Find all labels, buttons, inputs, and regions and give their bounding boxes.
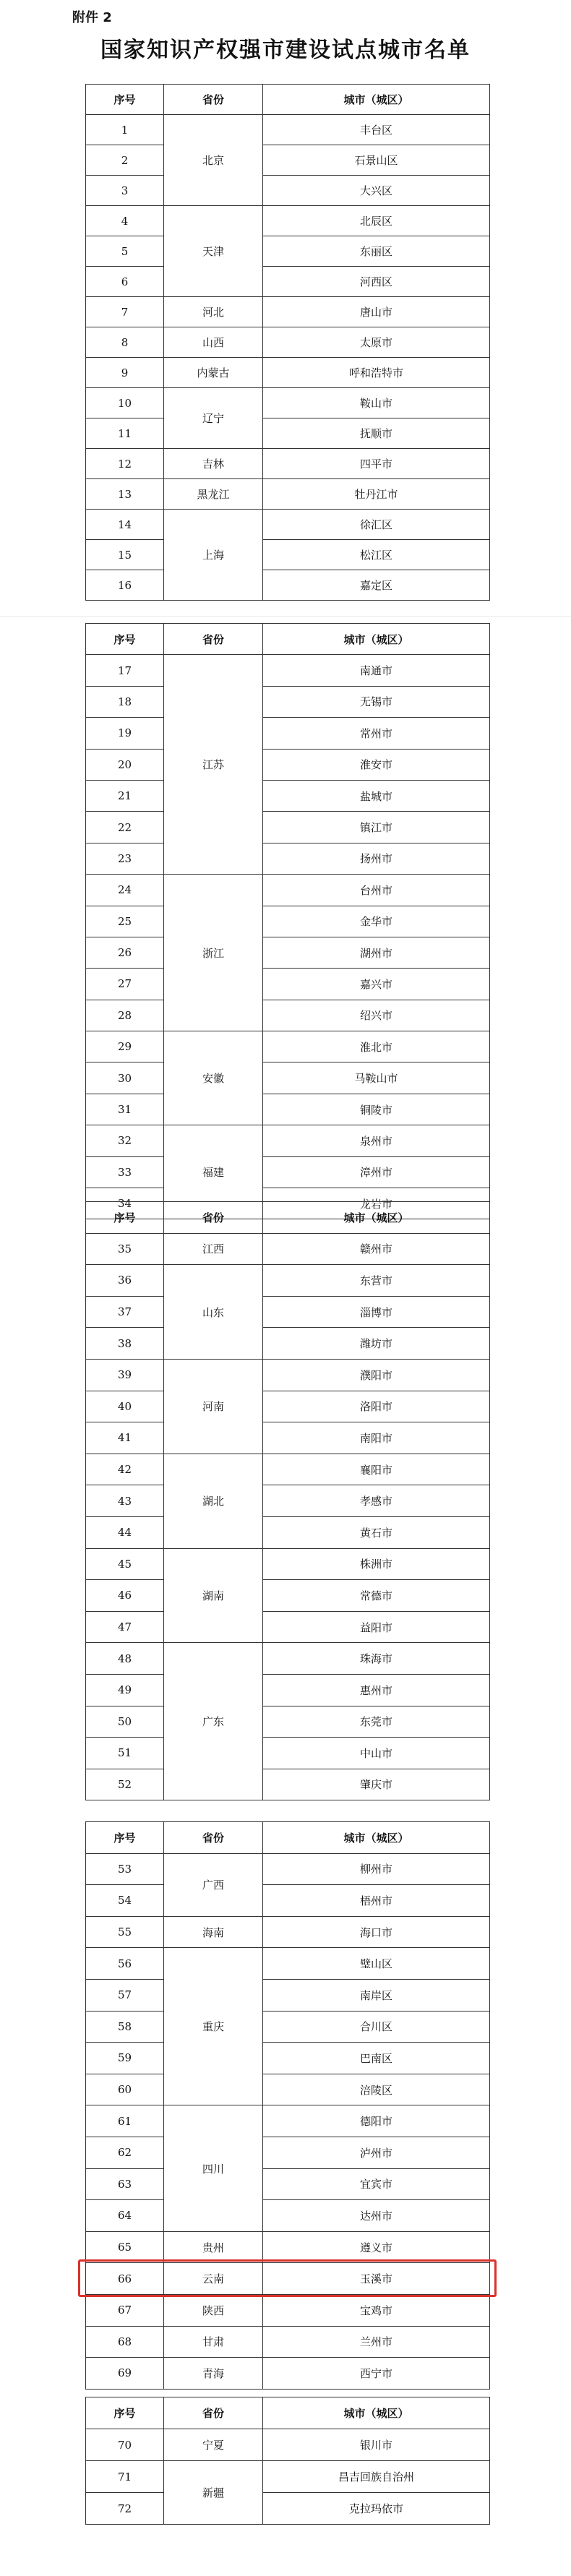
city-cell: 北辰区 — [263, 206, 490, 236]
city-cell: 镇江市 — [263, 812, 490, 843]
table-row — [86, 2231, 490, 2263]
table-row — [86, 1391, 490, 1422]
city-cell: 龙岩市 — [263, 1188, 490, 1219]
table-row — [86, 2493, 490, 2525]
row-number: 27 — [86, 969, 164, 1000]
row-number: 47 — [86, 1611, 164, 1643]
header-no: 序号 — [86, 2397, 164, 2429]
table-row — [86, 2011, 490, 2043]
table-row — [86, 1296, 490, 1328]
row-number: 68 — [86, 2326, 164, 2358]
table-row — [86, 115, 490, 145]
city-cell: 漳州市 — [263, 1156, 490, 1188]
province-cell: 湖南 — [164, 1548, 263, 1643]
row-number: 70 — [86, 2429, 164, 2461]
province-cell: 江苏 — [164, 655, 263, 875]
city-cell: 海口市 — [263, 1916, 490, 1948]
table-header-row — [86, 1822, 490, 1854]
row-number: 31 — [86, 1094, 164, 1125]
row-number: 41 — [86, 1422, 164, 1454]
row-number: 65 — [86, 2231, 164, 2263]
province-cell: 浙江 — [164, 875, 263, 1031]
table-row — [86, 875, 490, 906]
city-cell: 盐城市 — [263, 780, 490, 811]
table-row — [86, 176, 490, 206]
province-cell: 青海 — [164, 2358, 263, 2390]
row-number: 33 — [86, 1156, 164, 1188]
city-cell: 铜陵市 — [263, 1094, 490, 1125]
table-row — [86, 2294, 490, 2326]
table-row — [86, 1979, 490, 2011]
table-row — [86, 1233, 490, 1265]
table-row — [86, 749, 490, 780]
header-city: 城市（城区） — [263, 85, 490, 115]
table-row — [86, 1580, 490, 1612]
header-no: 序号 — [86, 1202, 164, 1234]
city-cell: 马鞍山市 — [263, 1062, 490, 1094]
table-header-row — [86, 85, 490, 115]
row-number: 46 — [86, 1580, 164, 1612]
city-cell: 南阳市 — [263, 1422, 490, 1454]
city-cell: 松江区 — [263, 540, 490, 570]
row-number: 13 — [86, 479, 164, 510]
row-number: 43 — [86, 1485, 164, 1517]
province-cell: 贵州 — [164, 2231, 263, 2263]
table-row — [86, 1548, 490, 1580]
header-province: 省份 — [164, 624, 263, 655]
city-cell: 梧州市 — [263, 1885, 490, 1917]
city-list-table — [85, 623, 490, 1219]
city-cell: 唐山市 — [263, 297, 490, 327]
row-number: 53 — [86, 1853, 164, 1885]
table-row — [86, 327, 490, 358]
table-row — [86, 969, 490, 1000]
city-cell: 湖州市 — [263, 937, 490, 968]
city-list-table — [85, 1201, 490, 1800]
header-province: 省份 — [164, 1822, 263, 1854]
province-cell: 福建 — [164, 1125, 263, 1219]
header-city: 城市（城区） — [263, 1202, 490, 1234]
row-number: 66 — [86, 2263, 164, 2295]
city-list-table — [85, 2397, 490, 2525]
city-cell: 南岸区 — [263, 1979, 490, 2011]
city-cell: 徐汇区 — [263, 510, 490, 540]
city-cell: 牡丹江市 — [263, 479, 490, 510]
city-cell: 淮安市 — [263, 749, 490, 780]
row-number: 26 — [86, 937, 164, 968]
province-cell: 四川 — [164, 2105, 263, 2231]
table-header-row — [86, 1202, 490, 1234]
city-cell: 兰州市 — [263, 2326, 490, 2358]
row-number: 25 — [86, 906, 164, 937]
row-number: 1 — [86, 115, 164, 145]
city-cell: 襄阳市 — [263, 1454, 490, 1485]
row-number: 51 — [86, 1738, 164, 1769]
city-cell: 玉溪市 — [263, 2263, 490, 2295]
table-row — [86, 1422, 490, 1454]
table-row — [86, 418, 490, 449]
row-number: 71 — [86, 2461, 164, 2493]
city-cell: 柳州市 — [263, 1853, 490, 1885]
table-row — [86, 236, 490, 267]
table-row — [86, 2043, 490, 2074]
row-number: 11 — [86, 418, 164, 449]
province-cell: 海南 — [164, 1916, 263, 1948]
row-number: 61 — [86, 2105, 164, 2137]
table-row — [86, 1094, 490, 1125]
city-cell: 淄博市 — [263, 1296, 490, 1328]
table-row — [86, 1948, 490, 1980]
table-row — [86, 449, 490, 479]
row-number: 23 — [86, 843, 164, 874]
row-number: 4 — [86, 206, 164, 236]
table-row — [86, 206, 490, 236]
city-cell: 东丽区 — [263, 236, 490, 267]
table-row — [86, 145, 490, 176]
header-city: 城市（城区） — [263, 624, 490, 655]
table-row — [86, 1265, 490, 1297]
province-cell: 辽宁 — [164, 388, 263, 449]
header-no: 序号 — [86, 624, 164, 655]
province-cell: 山西 — [164, 327, 263, 358]
table-row — [86, 358, 490, 388]
city-cell: 常州市 — [263, 718, 490, 749]
row-number: 44 — [86, 1516, 164, 1548]
city-cell: 东营市 — [263, 1265, 490, 1297]
city-cell: 鞍山市 — [263, 388, 490, 418]
province-cell: 云南 — [164, 2263, 263, 2295]
table-row — [86, 2461, 490, 2493]
city-cell: 抚顺市 — [263, 418, 490, 449]
row-number: 52 — [86, 1769, 164, 1800]
city-cell: 中山市 — [263, 1738, 490, 1769]
province-cell: 广东 — [164, 1643, 263, 1800]
row-number: 21 — [86, 780, 164, 811]
row-number: 54 — [86, 1885, 164, 1917]
city-cell: 河西区 — [263, 267, 490, 297]
row-number: 7 — [86, 297, 164, 327]
row-number: 39 — [86, 1359, 164, 1391]
table-row — [86, 1062, 490, 1094]
city-cell: 西宁市 — [263, 2358, 490, 2390]
city-cell: 常德市 — [263, 1580, 490, 1612]
city-cell: 涪陵区 — [263, 2074, 490, 2105]
city-cell: 珠海市 — [263, 1643, 490, 1675]
page-separator — [0, 616, 571, 617]
city-cell: 无锡市 — [263, 686, 490, 717]
city-cell: 绍兴市 — [263, 1000, 490, 1031]
table-row — [86, 812, 490, 843]
city-cell: 遵义市 — [263, 2231, 490, 2263]
table-row — [86, 655, 490, 686]
row-number: 63 — [86, 2168, 164, 2200]
city-cell: 扬州市 — [263, 843, 490, 874]
table-row — [86, 297, 490, 327]
row-number: 38 — [86, 1328, 164, 1360]
city-cell: 淮北市 — [263, 1031, 490, 1062]
province-cell: 新疆 — [164, 2461, 263, 2525]
city-cell: 泸州市 — [263, 2137, 490, 2168]
table-row — [86, 2326, 490, 2358]
city-cell: 石景山区 — [263, 145, 490, 176]
table-row — [86, 2200, 490, 2232]
row-number: 14 — [86, 510, 164, 540]
province-cell: 吉林 — [164, 449, 263, 479]
table-row — [86, 388, 490, 418]
city-cell: 银川市 — [263, 2429, 490, 2461]
row-number: 37 — [86, 1296, 164, 1328]
city-cell: 孝感市 — [263, 1485, 490, 1517]
table-row — [86, 479, 490, 510]
row-number: 34 — [86, 1188, 164, 1219]
table-row — [86, 1359, 490, 1391]
province-cell: 河南 — [164, 1359, 263, 1454]
province-cell: 广西 — [164, 1853, 263, 1916]
row-number: 8 — [86, 327, 164, 358]
table-row — [86, 1125, 490, 1156]
city-cell: 嘉定区 — [263, 570, 490, 601]
city-cell: 台州市 — [263, 875, 490, 906]
table-row — [86, 2105, 490, 2137]
row-number: 36 — [86, 1265, 164, 1297]
table-row — [86, 1674, 490, 1706]
table-row — [86, 843, 490, 874]
row-number: 28 — [86, 1000, 164, 1031]
header-city: 城市（城区） — [263, 2397, 490, 2429]
city-cell: 太原市 — [263, 327, 490, 358]
row-number: 59 — [86, 2043, 164, 2074]
city-cell: 洛阳市 — [263, 1391, 490, 1422]
city-cell: 德阳市 — [263, 2105, 490, 2137]
table-row — [86, 510, 490, 540]
annex-label: 附件 2 — [72, 10, 112, 25]
row-number: 58 — [86, 2011, 164, 2043]
table-row — [86, 1706, 490, 1738]
row-number: 29 — [86, 1031, 164, 1062]
city-cell: 四平市 — [263, 449, 490, 479]
table-row — [86, 937, 490, 968]
table-header-row — [86, 2397, 490, 2429]
city-cell: 惠州市 — [263, 1674, 490, 1706]
table-row — [86, 686, 490, 717]
row-number: 15 — [86, 540, 164, 570]
table-row — [86, 2168, 490, 2200]
city-cell: 潍坊市 — [263, 1328, 490, 1360]
table-row — [86, 1156, 490, 1188]
province-cell: 上海 — [164, 510, 263, 601]
table-row — [86, 1643, 490, 1675]
city-cell: 丰台区 — [263, 115, 490, 145]
province-cell: 宁夏 — [164, 2429, 263, 2461]
row-number: 42 — [86, 1454, 164, 1485]
table-row — [86, 1328, 490, 1360]
row-number: 60 — [86, 2074, 164, 2105]
province-cell: 安徽 — [164, 1031, 263, 1125]
table-row — [86, 1485, 490, 1517]
city-cell: 宝鸡市 — [263, 2294, 490, 2326]
row-number: 3 — [86, 176, 164, 206]
city-cell: 株洲市 — [263, 1548, 490, 1580]
city-cell: 泉州市 — [263, 1125, 490, 1156]
row-number: 18 — [86, 686, 164, 717]
city-cell: 益阳市 — [263, 1611, 490, 1643]
province-cell: 内蒙古 — [164, 358, 263, 388]
page-title: 国家知识产权强市建设试点城市名单 — [100, 38, 471, 63]
city-list-table — [85, 84, 490, 601]
table-row — [86, 1769, 490, 1800]
row-number: 10 — [86, 388, 164, 418]
row-number: 5 — [86, 236, 164, 267]
row-number: 24 — [86, 875, 164, 906]
table-row — [86, 2074, 490, 2105]
province-cell: 北京 — [164, 115, 263, 206]
table-row — [86, 1454, 490, 1485]
row-number: 67 — [86, 2294, 164, 2326]
header-province: 省份 — [164, 1202, 263, 1234]
city-cell: 东莞市 — [263, 1706, 490, 1738]
table-row — [86, 1885, 490, 1917]
table-row — [86, 1031, 490, 1062]
table-row — [86, 780, 490, 811]
table-row — [86, 1611, 490, 1643]
row-number: 56 — [86, 1948, 164, 1980]
table-row — [86, 1853, 490, 1885]
city-cell: 宜宾市 — [263, 2168, 490, 2200]
city-cell: 嘉兴市 — [263, 969, 490, 1000]
city-cell: 濮阳市 — [263, 1359, 490, 1391]
table-row — [86, 906, 490, 937]
row-number: 22 — [86, 812, 164, 843]
row-number: 50 — [86, 1706, 164, 1738]
row-number: 9 — [86, 358, 164, 388]
city-cell: 达州市 — [263, 2200, 490, 2232]
city-cell: 黄石市 — [263, 1516, 490, 1548]
table-row — [86, 1000, 490, 1031]
row-highlight-box — [78, 2259, 497, 2297]
row-number: 57 — [86, 1979, 164, 2011]
row-number: 49 — [86, 1674, 164, 1706]
row-number: 72 — [86, 2493, 164, 2525]
row-number: 69 — [86, 2358, 164, 2390]
city-cell: 南通市 — [263, 655, 490, 686]
table-row — [86, 2358, 490, 2390]
row-number: 2 — [86, 145, 164, 176]
city-list-table — [85, 1821, 490, 2390]
header-no: 序号 — [86, 85, 164, 115]
province-cell: 天津 — [164, 206, 263, 297]
header-no: 序号 — [86, 1822, 164, 1854]
table-row — [86, 1738, 490, 1769]
province-cell: 山东 — [164, 1265, 263, 1360]
city-cell: 赣州市 — [263, 1233, 490, 1265]
table-row — [86, 540, 490, 570]
row-number: 40 — [86, 1391, 164, 1422]
row-number: 17 — [86, 655, 164, 686]
city-cell: 克拉玛依市 — [263, 2493, 490, 2525]
row-number: 30 — [86, 1062, 164, 1094]
province-cell: 重庆 — [164, 1948, 263, 2105]
table-row — [86, 2137, 490, 2168]
row-number: 12 — [86, 449, 164, 479]
table-row — [86, 570, 490, 601]
table-row — [86, 1916, 490, 1948]
province-cell: 湖北 — [164, 1454, 263, 1548]
city-cell: 肇庆市 — [263, 1769, 490, 1800]
row-number: 32 — [86, 1125, 164, 1156]
province-cell: 黑龙江 — [164, 479, 263, 510]
header-city: 城市（城区） — [263, 1822, 490, 1854]
row-number: 6 — [86, 267, 164, 297]
row-number: 64 — [86, 2200, 164, 2232]
table-row — [86, 718, 490, 749]
province-cell: 甘肃 — [164, 2326, 263, 2358]
city-cell: 呼和浩特市 — [263, 358, 490, 388]
header-province: 省份 — [164, 85, 263, 115]
table-row — [86, 2429, 490, 2461]
row-number: 62 — [86, 2137, 164, 2168]
table-header-row — [86, 624, 490, 655]
row-number: 45 — [86, 1548, 164, 1580]
row-number: 16 — [86, 570, 164, 601]
city-cell: 昌吉回族自治州 — [263, 2461, 490, 2493]
row-number: 48 — [86, 1643, 164, 1675]
row-number: 20 — [86, 749, 164, 780]
city-cell: 巴南区 — [263, 2043, 490, 2074]
city-cell: 大兴区 — [263, 176, 490, 206]
province-cell: 江西 — [164, 1233, 263, 1265]
table-row — [86, 1516, 490, 1548]
row-number: 19 — [86, 718, 164, 749]
city-cell: 璧山区 — [263, 1948, 490, 1980]
city-cell: 金华市 — [263, 906, 490, 937]
table-row — [86, 267, 490, 297]
province-cell: 河北 — [164, 297, 263, 327]
row-number: 35 — [86, 1233, 164, 1265]
province-cell: 陕西 — [164, 2294, 263, 2326]
city-cell: 合川区 — [263, 2011, 490, 2043]
header-province: 省份 — [164, 2397, 263, 2429]
row-number: 55 — [86, 1916, 164, 1948]
